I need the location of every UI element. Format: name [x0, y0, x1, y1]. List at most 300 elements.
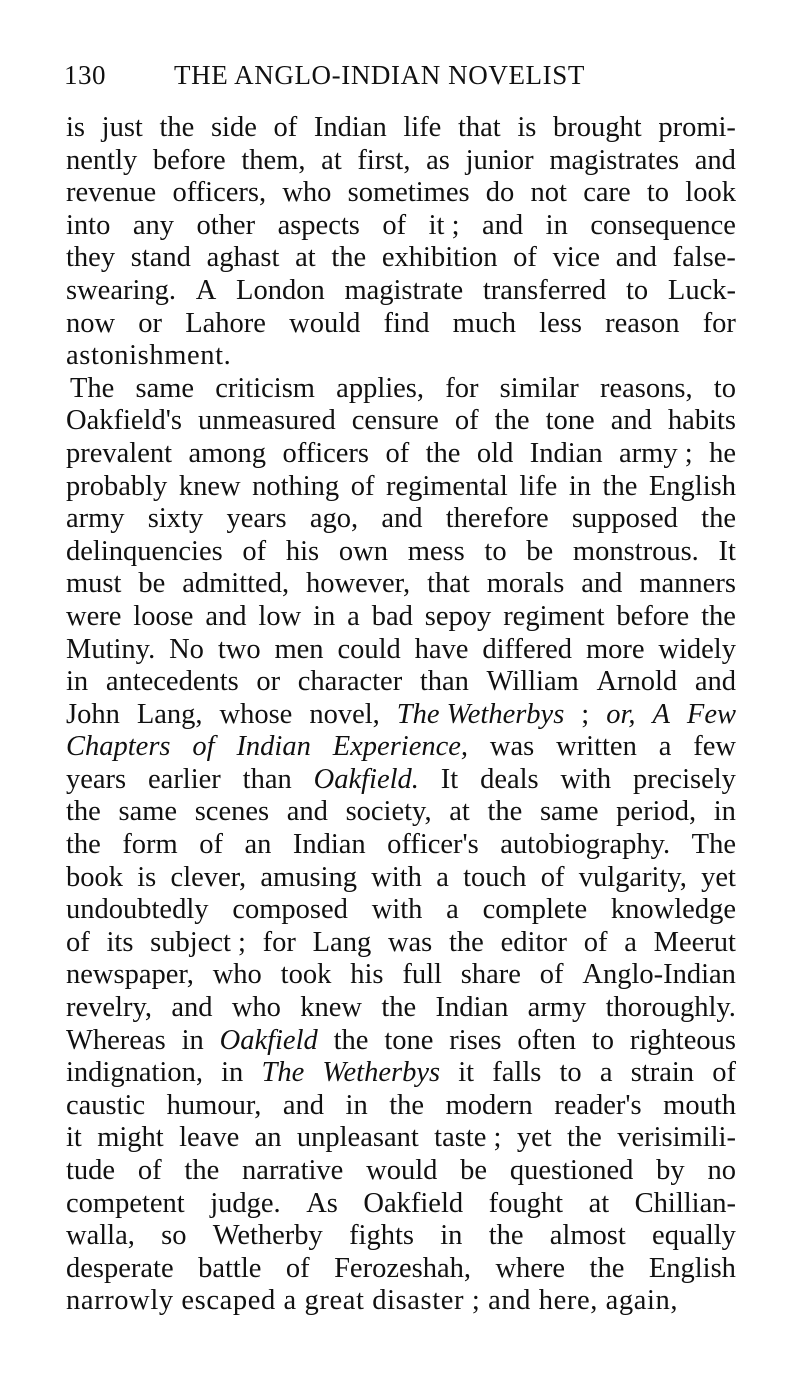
- word: who: [282, 177, 332, 209]
- word: righteous: [629, 1024, 736, 1056]
- word: officers: [282, 437, 370, 469]
- word: years: [66, 763, 127, 795]
- word: army: [527, 992, 587, 1024]
- word: sixty: [147, 503, 204, 535]
- word: knew: [178, 470, 241, 502]
- word: unmeasured: [198, 405, 336, 437]
- word: the: [159, 112, 195, 143]
- word: newspaper,: [66, 959, 194, 991]
- word: the: [389, 1089, 425, 1121]
- word: or: [256, 666, 281, 698]
- word: vulgarity,: [578, 861, 687, 893]
- word: in: [66, 666, 89, 698]
- word: complete: [482, 894, 588, 926]
- word: judge.: [210, 1187, 281, 1219]
- word: so: [161, 1220, 187, 1252]
- text-line: [66, 796, 736, 829]
- word: Ferozeshah,: [334, 1252, 471, 1284]
- word: the: [701, 600, 736, 632]
- word: of: [513, 242, 537, 274]
- word: in: [345, 1089, 368, 1121]
- text-line: [66, 242, 736, 275]
- word: of: [285, 1252, 310, 1284]
- word: It: [440, 763, 459, 795]
- word: the: [425, 437, 461, 469]
- word: loose: [133, 600, 194, 632]
- text-line: [66, 959, 736, 992]
- text-line: [66, 112, 736, 145]
- word: of: [350, 470, 375, 502]
- word: to: [626, 274, 649, 306]
- text-line: [66, 1090, 736, 1123]
- word: subject ;: [150, 926, 246, 958]
- word: of: [539, 959, 564, 991]
- word: rises: [449, 1024, 502, 1056]
- word: junior: [465, 144, 534, 176]
- word: in: [713, 796, 736, 828]
- word: in: [181, 1024, 204, 1056]
- word: for: [445, 372, 479, 404]
- word: disaster ;: [372, 1285, 481, 1317]
- word: falls: [492, 1057, 542, 1089]
- word: composed: [232, 894, 348, 926]
- word: in: [568, 470, 592, 502]
- word: magistrate: [344, 274, 464, 306]
- word: could: [337, 633, 401, 665]
- word: supposed: [571, 503, 678, 535]
- word: into: [66, 209, 111, 241]
- word: in: [313, 600, 336, 632]
- word: and: [488, 1285, 532, 1317]
- word: manners: [639, 568, 736, 600]
- word: narrowly: [66, 1285, 174, 1317]
- word: other: [196, 209, 256, 241]
- text-line: [66, 1025, 736, 1058]
- word: men: [274, 633, 324, 665]
- word: same: [118, 796, 178, 828]
- text-line: [66, 601, 736, 634]
- word: of: [583, 926, 608, 958]
- text-line: [66, 503, 736, 536]
- word: Indian: [313, 112, 387, 143]
- text-line: [66, 699, 736, 732]
- word: narrative: [242, 1155, 344, 1186]
- word: similar: [499, 372, 579, 404]
- word: share: [460, 959, 521, 991]
- word: who: [231, 992, 281, 1024]
- word: it: [66, 1122, 82, 1154]
- word: mouth: [663, 1089, 736, 1121]
- word: was: [387, 926, 433, 958]
- word: he: [709, 437, 736, 469]
- word: exhibition: [381, 242, 498, 274]
- word: officer's: [387, 829, 479, 861]
- word: English: [648, 1252, 736, 1284]
- word: with: [371, 894, 423, 926]
- word: form: [122, 829, 178, 861]
- word: stand: [130, 242, 191, 274]
- italic-word: The Wetherbys: [396, 698, 565, 730]
- word: with: [371, 861, 422, 893]
- word: regiment: [503, 600, 605, 632]
- word: same: [135, 372, 195, 404]
- word: and: [205, 600, 247, 632]
- text-line: [66, 927, 736, 960]
- word: Wetherby: [212, 1220, 323, 1252]
- word: competent: [66, 1187, 185, 1219]
- word: the: [449, 926, 484, 958]
- word: life: [519, 470, 558, 502]
- word: almost: [549, 1220, 626, 1252]
- word: questioned: [509, 1155, 634, 1186]
- word: of: [540, 861, 565, 893]
- text-line: [66, 1155, 736, 1188]
- word: would: [366, 1155, 438, 1186]
- word: do: [485, 177, 515, 209]
- word: same: [539, 796, 599, 828]
- word: reason: [605, 307, 680, 339]
- word: in: [221, 1057, 244, 1089]
- word: mess: [407, 535, 465, 567]
- word: it ;: [428, 209, 460, 241]
- word: by: [656, 1155, 685, 1186]
- text-line: [66, 340, 736, 373]
- italic-word: Chapters: [66, 731, 171, 763]
- word: a: [283, 1285, 297, 1317]
- word: and: [615, 242, 657, 274]
- word: is: [137, 861, 157, 893]
- text-line: [66, 210, 736, 243]
- word: them,: [241, 144, 306, 176]
- word: English: [648, 470, 736, 502]
- word: aghast: [206, 242, 280, 274]
- body-text: [66, 112, 736, 1318]
- word: the: [567, 1122, 602, 1154]
- word: scenes: [194, 796, 270, 828]
- text-line: [66, 764, 736, 797]
- italic-word: or,: [606, 698, 636, 730]
- word: be: [526, 535, 554, 567]
- word: be: [138, 568, 166, 600]
- word: of: [199, 829, 223, 861]
- word: the: [488, 1220, 524, 1252]
- word: tone: [384, 1024, 434, 1056]
- word: as: [426, 144, 450, 176]
- word: revenue: [66, 177, 157, 209]
- word: Luck-: [667, 274, 736, 306]
- word: precisely: [633, 763, 736, 795]
- word: few: [693, 731, 736, 763]
- text-line: [66, 405, 736, 438]
- text-line: [66, 568, 736, 601]
- word: character: [297, 666, 403, 698]
- word: look: [685, 177, 736, 209]
- word: modern: [445, 1089, 533, 1121]
- word: antecedents: [105, 666, 239, 698]
- word: widely: [658, 633, 736, 665]
- word: Meerut: [653, 926, 736, 958]
- word: a: [624, 926, 637, 958]
- word: differed: [482, 633, 573, 665]
- word: sepoy: [424, 600, 492, 632]
- word: at: [449, 796, 470, 828]
- word: and: [171, 992, 213, 1024]
- word: the: [66, 796, 101, 828]
- word: find: [383, 307, 430, 339]
- italic-word: The: [261, 1057, 305, 1089]
- text-line: [66, 666, 736, 699]
- word: London: [236, 274, 325, 306]
- word: a: [347, 600, 360, 632]
- word: Arnold: [596, 666, 678, 698]
- word: an: [244, 829, 272, 861]
- word: than: [242, 763, 292, 795]
- word: often: [517, 1024, 576, 1056]
- word: be: [460, 1155, 488, 1186]
- word: before: [616, 600, 690, 632]
- word: of: [273, 112, 298, 143]
- word: a: [599, 1057, 613, 1089]
- word: fights: [349, 1220, 414, 1252]
- word: is: [66, 112, 86, 143]
- word: to: [484, 535, 507, 567]
- word: touch: [463, 861, 527, 893]
- word: his: [285, 535, 320, 567]
- word: side: [210, 112, 257, 143]
- word: must: [66, 568, 122, 600]
- word: years: [226, 503, 287, 535]
- word: yet: [701, 861, 736, 893]
- word: of: [137, 1155, 162, 1186]
- word: no: [707, 1155, 736, 1186]
- word: than: [419, 666, 469, 698]
- word: habits: [667, 405, 736, 437]
- word: who: [212, 959, 262, 991]
- word: his: [350, 959, 384, 991]
- word: to: [646, 177, 670, 209]
- word: The: [691, 829, 736, 861]
- word: army ;: [619, 437, 693, 469]
- word: the: [381, 992, 417, 1024]
- word: indignation,: [66, 1057, 203, 1089]
- word: the: [184, 1155, 220, 1186]
- word: Oakfield: [363, 1187, 464, 1219]
- word: of: [242, 535, 267, 567]
- word: two: [217, 633, 261, 665]
- word: ;: [581, 698, 590, 730]
- word: whose: [219, 698, 293, 730]
- word: at: [321, 144, 342, 176]
- word: old: [476, 437, 514, 469]
- italic-word: Indian: [236, 731, 311, 763]
- word: the: [589, 1252, 625, 1284]
- word: taste ;: [434, 1122, 502, 1154]
- word: first,: [357, 144, 411, 176]
- text-line: [66, 1253, 736, 1286]
- word: Indian: [435, 992, 509, 1024]
- word: army: [66, 503, 125, 535]
- word: a: [446, 894, 459, 926]
- word: might: [97, 1122, 164, 1154]
- word: and: [381, 503, 423, 535]
- word: they: [66, 242, 116, 274]
- text-line: [66, 438, 736, 471]
- word: false-: [672, 242, 736, 274]
- word: in: [545, 209, 568, 241]
- word: escaped: [181, 1285, 276, 1317]
- word: a: [436, 861, 449, 893]
- word: walla,: [66, 1220, 135, 1252]
- word: John: [66, 698, 120, 730]
- word: to: [559, 1057, 582, 1089]
- word: book: [66, 861, 123, 893]
- word: nently: [66, 144, 138, 176]
- text-line: [66, 275, 736, 308]
- word: bad: [371, 600, 413, 632]
- word: and: [694, 666, 736, 698]
- paragraph: [66, 373, 736, 1318]
- word: undoubtedly: [66, 894, 209, 926]
- text-line: [66, 1285, 736, 1318]
- word: the: [331, 242, 367, 274]
- word: equally: [652, 1220, 736, 1252]
- text-line: [66, 1188, 736, 1221]
- word: would: [289, 307, 361, 339]
- word: Whereas: [66, 1024, 166, 1056]
- word: own: [338, 535, 388, 567]
- text-line: [66, 373, 736, 406]
- running-head: [64, 60, 736, 100]
- word: yet: [516, 1122, 552, 1154]
- word: written: [556, 731, 637, 763]
- text-line: [66, 992, 736, 1025]
- word: again,: [605, 1285, 679, 1317]
- word: the: [494, 405, 530, 437]
- word: magistrates: [549, 144, 680, 176]
- word: probably: [66, 470, 168, 502]
- word: clever,: [170, 861, 247, 893]
- word: much: [452, 307, 516, 339]
- word: the: [487, 796, 523, 828]
- text-line: [66, 308, 736, 341]
- word: with: [560, 763, 612, 795]
- word: humour,: [166, 1089, 262, 1121]
- word: where: [495, 1252, 566, 1284]
- italic-word: Oakfield.: [313, 763, 419, 795]
- word: verisimili-: [617, 1122, 736, 1154]
- word: less: [539, 307, 582, 339]
- word: and: [286, 796, 328, 828]
- word: admitted,: [182, 568, 290, 600]
- word: Lang,: [136, 698, 203, 730]
- word: Indian: [529, 437, 603, 469]
- word: not: [530, 177, 567, 209]
- word: officers,: [172, 177, 267, 209]
- word: the: [602, 470, 638, 502]
- word: knowledge: [610, 894, 736, 926]
- word: consequence: [590, 209, 736, 241]
- text-line: [66, 862, 736, 895]
- word: a: [658, 731, 672, 763]
- word: strain: [630, 1057, 695, 1089]
- word: took: [280, 959, 332, 991]
- word: an: [254, 1122, 282, 1154]
- word: caustic: [66, 1089, 146, 1121]
- italic-word: Wetherbys: [322, 1057, 441, 1089]
- word: desperate: [66, 1252, 174, 1284]
- word: transferred: [482, 274, 607, 306]
- italic-word: Experience,: [332, 731, 469, 763]
- word: swearing.: [66, 274, 177, 306]
- word: applies,: [336, 372, 425, 404]
- word: of: [382, 209, 407, 241]
- word: therefore: [445, 503, 549, 535]
- word: regimental: [385, 470, 508, 502]
- word: editor: [500, 926, 568, 958]
- word: fought: [488, 1187, 564, 1219]
- word: however,: [306, 568, 411, 600]
- text-line: [66, 1220, 736, 1253]
- word: delinquencies: [66, 535, 223, 567]
- word: tude: [66, 1155, 116, 1186]
- word: for: [262, 926, 296, 958]
- word: low: [258, 600, 302, 632]
- word: reader's: [554, 1089, 642, 1121]
- text-line: [66, 145, 736, 178]
- word: criticism: [215, 372, 315, 404]
- word: tone: [545, 405, 595, 437]
- paragraph: [66, 112, 736, 373]
- word: society,: [345, 796, 432, 828]
- word: Mutiny.: [66, 633, 156, 665]
- word: aspects: [277, 209, 360, 241]
- word: and: [694, 144, 736, 176]
- text-line: [66, 731, 736, 764]
- word: thoroughly.: [605, 992, 736, 1024]
- word: at: [588, 1187, 610, 1219]
- word: Oakfield's: [66, 405, 182, 437]
- word: just: [101, 112, 143, 143]
- word: life: [403, 112, 442, 143]
- word: more: [585, 633, 645, 665]
- text-line: [66, 536, 736, 569]
- word: or: [138, 307, 163, 339]
- word: morals: [486, 568, 565, 600]
- text-line: [66, 829, 736, 862]
- word: ago,: [309, 503, 359, 535]
- word: monstrous.: [572, 535, 699, 567]
- text-line: [66, 177, 736, 210]
- italic-word: A: [652, 698, 670, 730]
- word: A: [195, 274, 217, 306]
- running-title: THE ANGLO-INDIAN NOVELIST: [174, 60, 585, 90]
- text-line: [66, 1122, 736, 1155]
- word: were: [66, 600, 122, 632]
- italic-word: Oakfield: [219, 1024, 318, 1056]
- italic-word: Few: [686, 698, 736, 730]
- word: As: [306, 1187, 338, 1219]
- word: is: [517, 112, 537, 143]
- word: it: [458, 1057, 475, 1089]
- word: to: [591, 1024, 615, 1056]
- word: great: [304, 1285, 365, 1317]
- word: astonishment.: [66, 340, 232, 372]
- word: Indian: [292, 829, 366, 861]
- word: any: [132, 209, 174, 241]
- word: Lang: [312, 926, 372, 958]
- word: that: [427, 568, 470, 600]
- word: brought: [553, 112, 642, 143]
